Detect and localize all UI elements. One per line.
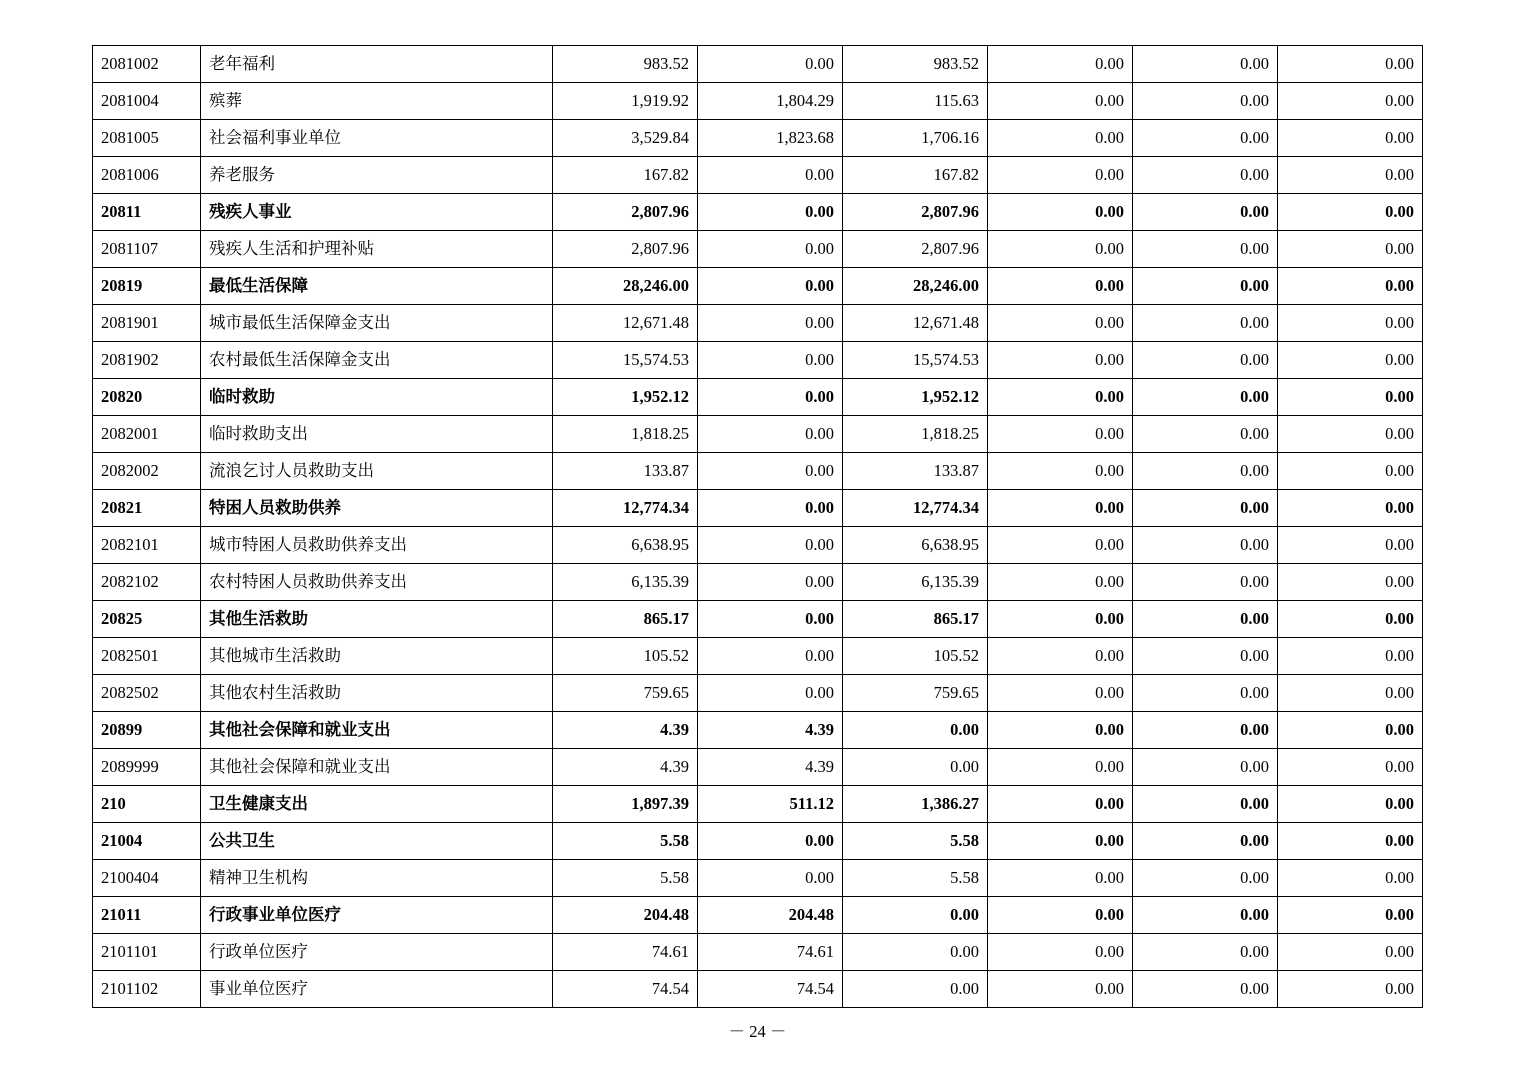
cell-v6: 0.00 <box>1278 453 1423 490</box>
cell-v5: 0.00 <box>1133 268 1278 305</box>
cell-v6: 0.00 <box>1278 971 1423 1008</box>
cell-v5: 0.00 <box>1133 231 1278 268</box>
table-row <box>93 638 1423 675</box>
cell-v2: 0.00 <box>698 527 843 564</box>
cell-v4: 0.00 <box>988 416 1133 453</box>
cell-v2: 4.39 <box>698 749 843 786</box>
cell-v2: 0.00 <box>698 490 843 527</box>
cell-v3: 983.52 <box>843 46 988 83</box>
cell-v5: 0.00 <box>1133 712 1278 749</box>
cell-name: 精神卫生机构 <box>201 860 553 897</box>
cell-v3: 6,638.95 <box>843 527 988 564</box>
cell-v2: 74.54 <box>698 971 843 1008</box>
cell-v2: 0.00 <box>698 194 843 231</box>
cell-code: 2082001 <box>93 416 201 453</box>
cell-v4: 0.00 <box>988 675 1133 712</box>
cell-v6: 0.00 <box>1278 749 1423 786</box>
cell-code: 2081902 <box>93 342 201 379</box>
cell-name: 行政单位医疗 <box>201 934 553 971</box>
cell-v5: 0.00 <box>1133 416 1278 453</box>
cell-code: 2082101 <box>93 527 201 564</box>
cell-v1: 759.65 <box>553 675 698 712</box>
cell-v2: 0.00 <box>698 601 843 638</box>
cell-v4: 0.00 <box>988 453 1133 490</box>
cell-v1: 3,529.84 <box>553 120 698 157</box>
table-row <box>93 675 1423 712</box>
cell-v4: 0.00 <box>988 490 1133 527</box>
cell-v3: 105.52 <box>843 638 988 675</box>
cell-v3: 1,386.27 <box>843 786 988 823</box>
cell-v2: 74.61 <box>698 934 843 971</box>
cell-name: 流浪乞讨人员救助支出 <box>201 453 553 490</box>
cell-v5: 0.00 <box>1133 194 1278 231</box>
cell-code: 20811 <box>93 194 201 231</box>
cell-v1: 133.87 <box>553 453 698 490</box>
cell-v2: 0.00 <box>698 860 843 897</box>
cell-v1: 204.48 <box>553 897 698 934</box>
cell-v4: 0.00 <box>988 786 1133 823</box>
cell-v1: 983.52 <box>553 46 698 83</box>
table-row <box>93 231 1423 268</box>
cell-v5: 0.00 <box>1133 638 1278 675</box>
cell-v1: 167.82 <box>553 157 698 194</box>
cell-v4: 0.00 <box>988 934 1133 971</box>
cell-v6: 0.00 <box>1278 897 1423 934</box>
cell-v2: 0.00 <box>698 416 843 453</box>
cell-v2: 1,804.29 <box>698 83 843 120</box>
cell-v1: 2,807.96 <box>553 231 698 268</box>
cell-v1: 865.17 <box>553 601 698 638</box>
cell-v4: 0.00 <box>988 83 1133 120</box>
cell-v1: 12,671.48 <box>553 305 698 342</box>
cell-code: 2100404 <box>93 860 201 897</box>
cell-code: 2081005 <box>93 120 201 157</box>
cell-code: 210 <box>93 786 201 823</box>
cell-v6: 0.00 <box>1278 194 1423 231</box>
cell-v1: 1,897.39 <box>553 786 698 823</box>
cell-v3: 0.00 <box>843 897 988 934</box>
cell-v4: 0.00 <box>988 601 1133 638</box>
cell-v2: 0.00 <box>698 268 843 305</box>
table-row <box>93 527 1423 564</box>
cell-v5: 0.00 <box>1133 342 1278 379</box>
cell-code: 20899 <box>93 712 201 749</box>
table-row <box>93 46 1423 83</box>
cell-v5: 0.00 <box>1133 157 1278 194</box>
cell-v2: 0.00 <box>698 823 843 860</box>
cell-v3: 1,952.12 <box>843 379 988 416</box>
cell-v1: 74.61 <box>553 934 698 971</box>
cell-code: 20820 <box>93 379 201 416</box>
cell-name: 社会福利事业单位 <box>201 120 553 157</box>
cell-v6: 0.00 <box>1278 416 1423 453</box>
cell-v4: 0.00 <box>988 897 1133 934</box>
cell-name: 卫生健康支出 <box>201 786 553 823</box>
cell-v3: 2,807.96 <box>843 231 988 268</box>
cell-name: 老年福利 <box>201 46 553 83</box>
table-row <box>93 601 1423 638</box>
cell-v1: 74.54 <box>553 971 698 1008</box>
cell-code: 2082501 <box>93 638 201 675</box>
cell-name: 公共卫生 <box>201 823 553 860</box>
cell-v6: 0.00 <box>1278 712 1423 749</box>
cell-v2: 0.00 <box>698 638 843 675</box>
cell-v6: 0.00 <box>1278 268 1423 305</box>
table-row <box>93 416 1423 453</box>
cell-code: 2101102 <box>93 971 201 1008</box>
cell-v5: 0.00 <box>1133 379 1278 416</box>
cell-name: 特困人员救助供养 <box>201 490 553 527</box>
table-row <box>93 194 1423 231</box>
cell-v2: 0.00 <box>698 342 843 379</box>
cell-code: 21004 <box>93 823 201 860</box>
cell-v4: 0.00 <box>988 638 1133 675</box>
cell-v3: 5.58 <box>843 823 988 860</box>
table-row <box>93 786 1423 823</box>
cell-v6: 0.00 <box>1278 934 1423 971</box>
cell-v1: 6,135.39 <box>553 564 698 601</box>
cell-v6: 0.00 <box>1278 675 1423 712</box>
table-row <box>93 860 1423 897</box>
cell-v4: 0.00 <box>988 823 1133 860</box>
cell-v5: 0.00 <box>1133 564 1278 601</box>
cell-v3: 1,706.16 <box>843 120 988 157</box>
cell-code: 2081002 <box>93 46 201 83</box>
cell-name: 其他城市生活救助 <box>201 638 553 675</box>
cell-code: 21011 <box>93 897 201 934</box>
cell-v1: 5.58 <box>553 860 698 897</box>
cell-code: 2101101 <box>93 934 201 971</box>
cell-v3: 0.00 <box>843 971 988 1008</box>
cell-v6: 0.00 <box>1278 305 1423 342</box>
cell-code: 20819 <box>93 268 201 305</box>
cell-v5: 0.00 <box>1133 601 1278 638</box>
cell-v5: 0.00 <box>1133 453 1278 490</box>
cell-name: 其他生活救助 <box>201 601 553 638</box>
cell-v5: 0.00 <box>1133 527 1278 564</box>
table-row <box>93 305 1423 342</box>
cell-v3: 0.00 <box>843 712 988 749</box>
cell-v3: 0.00 <box>843 749 988 786</box>
cell-v6: 0.00 <box>1278 46 1423 83</box>
cell-v6: 0.00 <box>1278 379 1423 416</box>
cell-v4: 0.00 <box>988 712 1133 749</box>
cell-v1: 1,919.92 <box>553 83 698 120</box>
table-row <box>93 934 1423 971</box>
cell-v1: 1,818.25 <box>553 416 698 453</box>
page-number: － 24 － <box>728 1022 787 1041</box>
cell-v4: 0.00 <box>988 46 1133 83</box>
cell-v3: 759.65 <box>843 675 988 712</box>
cell-v6: 0.00 <box>1278 490 1423 527</box>
cell-v5: 0.00 <box>1133 83 1278 120</box>
cell-v3: 0.00 <box>843 934 988 971</box>
cell-v6: 0.00 <box>1278 342 1423 379</box>
cell-v5: 0.00 <box>1133 305 1278 342</box>
cell-v2: 0.00 <box>698 379 843 416</box>
cell-v3: 12,774.34 <box>843 490 988 527</box>
cell-name: 最低生活保障 <box>201 268 553 305</box>
cell-v3: 6,135.39 <box>843 564 988 601</box>
cell-name: 其他农村生活救助 <box>201 675 553 712</box>
cell-v6: 0.00 <box>1278 157 1423 194</box>
cell-name: 临时救助支出 <box>201 416 553 453</box>
cell-v5: 0.00 <box>1133 934 1278 971</box>
cell-v2: 0.00 <box>698 157 843 194</box>
cell-v4: 0.00 <box>988 860 1133 897</box>
cell-v3: 865.17 <box>843 601 988 638</box>
table-row <box>93 120 1423 157</box>
cell-v5: 0.00 <box>1133 786 1278 823</box>
table-row <box>93 379 1423 416</box>
cell-v6: 0.00 <box>1278 83 1423 120</box>
cell-name: 事业单位医疗 <box>201 971 553 1008</box>
cell-v4: 0.00 <box>988 527 1133 564</box>
cell-v5: 0.00 <box>1133 971 1278 1008</box>
cell-v2: 1,823.68 <box>698 120 843 157</box>
cell-v3: 28,246.00 <box>843 268 988 305</box>
cell-v1: 28,246.00 <box>553 268 698 305</box>
cell-code: 2081004 <box>93 83 201 120</box>
cell-name: 养老服务 <box>201 157 553 194</box>
cell-v1: 6,638.95 <box>553 527 698 564</box>
cell-v4: 0.00 <box>988 305 1133 342</box>
cell-v2: 204.48 <box>698 897 843 934</box>
cell-v3: 12,671.48 <box>843 305 988 342</box>
cell-v5: 0.00 <box>1133 749 1278 786</box>
cell-v4: 0.00 <box>988 120 1133 157</box>
cell-name: 殡葬 <box>201 83 553 120</box>
cell-code: 2082002 <box>93 453 201 490</box>
cell-v1: 4.39 <box>553 749 698 786</box>
cell-v1: 15,574.53 <box>553 342 698 379</box>
cell-v2: 0.00 <box>698 46 843 83</box>
cell-v3: 1,818.25 <box>843 416 988 453</box>
cell-v6: 0.00 <box>1278 601 1423 638</box>
cell-code: 2089999 <box>93 749 201 786</box>
cell-v3: 15,574.53 <box>843 342 988 379</box>
cell-name: 其他社会保障和就业支出 <box>201 712 553 749</box>
cell-v5: 0.00 <box>1133 46 1278 83</box>
table-row <box>93 712 1423 749</box>
cell-v6: 0.00 <box>1278 638 1423 675</box>
cell-code: 2081006 <box>93 157 201 194</box>
cell-v3: 133.87 <box>843 453 988 490</box>
cell-v1: 12,774.34 <box>553 490 698 527</box>
cell-name: 残疾人事业 <box>201 194 553 231</box>
cell-v6: 0.00 <box>1278 120 1423 157</box>
cell-v2: 4.39 <box>698 712 843 749</box>
cell-v6: 0.00 <box>1278 231 1423 268</box>
cell-v1: 5.58 <box>553 823 698 860</box>
cell-v5: 0.00 <box>1133 897 1278 934</box>
cell-v1: 105.52 <box>553 638 698 675</box>
cell-v4: 0.00 <box>988 194 1133 231</box>
cell-name: 农村最低生活保障金支出 <box>201 342 553 379</box>
cell-v4: 0.00 <box>988 749 1133 786</box>
cell-v4: 0.00 <box>988 231 1133 268</box>
cell-v2: 511.12 <box>698 786 843 823</box>
cell-v6: 0.00 <box>1278 823 1423 860</box>
cell-v4: 0.00 <box>988 564 1133 601</box>
table-row <box>93 490 1423 527</box>
cell-name: 城市最低生活保障金支出 <box>201 305 553 342</box>
cell-code: 20821 <box>93 490 201 527</box>
cell-v2: 0.00 <box>698 564 843 601</box>
table-row <box>93 749 1423 786</box>
cell-v2: 0.00 <box>698 453 843 490</box>
budget-table-body <box>93 46 1423 1008</box>
cell-code: 2082502 <box>93 675 201 712</box>
cell-v2: 0.00 <box>698 675 843 712</box>
cell-code: 20825 <box>93 601 201 638</box>
cell-v4: 0.00 <box>988 971 1133 1008</box>
cell-v2: 0.00 <box>698 231 843 268</box>
cell-v5: 0.00 <box>1133 823 1278 860</box>
cell-name: 城市特困人员救助供养支出 <box>201 527 553 564</box>
cell-v1: 2,807.96 <box>553 194 698 231</box>
cell-v4: 0.00 <box>988 379 1133 416</box>
table-row <box>93 453 1423 490</box>
cell-v5: 0.00 <box>1133 675 1278 712</box>
cell-name: 行政事业单位医疗 <box>201 897 553 934</box>
budget-table <box>92 45 1423 1008</box>
cell-v6: 0.00 <box>1278 527 1423 564</box>
cell-code: 2082102 <box>93 564 201 601</box>
cell-v4: 0.00 <box>988 157 1133 194</box>
table-row <box>93 564 1423 601</box>
cell-v4: 0.00 <box>988 268 1133 305</box>
cell-v1: 4.39 <box>553 712 698 749</box>
cell-v6: 0.00 <box>1278 786 1423 823</box>
table-row <box>93 268 1423 305</box>
cell-name: 农村特困人员救助供养支出 <box>201 564 553 601</box>
cell-v5: 0.00 <box>1133 120 1278 157</box>
table-row <box>93 157 1423 194</box>
table-row <box>93 823 1423 860</box>
cell-v3: 5.58 <box>843 860 988 897</box>
cell-v3: 167.82 <box>843 157 988 194</box>
table-row <box>93 342 1423 379</box>
cell-code: 2081107 <box>93 231 201 268</box>
table-row <box>93 897 1423 934</box>
cell-v3: 2,807.96 <box>843 194 988 231</box>
cell-v2: 0.00 <box>698 305 843 342</box>
table-row <box>93 971 1423 1008</box>
cell-name: 残疾人生活和护理补贴 <box>201 231 553 268</box>
table-row <box>93 83 1423 120</box>
cell-v6: 0.00 <box>1278 860 1423 897</box>
cell-v6: 0.00 <box>1278 564 1423 601</box>
cell-name: 临时救助 <box>201 379 553 416</box>
cell-v4: 0.00 <box>988 342 1133 379</box>
cell-v5: 0.00 <box>1133 490 1278 527</box>
cell-v3: 115.63 <box>843 83 988 120</box>
cell-v5: 0.00 <box>1133 860 1278 897</box>
cell-v1: 1,952.12 <box>553 379 698 416</box>
cell-code: 2081901 <box>93 305 201 342</box>
cell-name: 其他社会保障和就业支出 <box>201 749 553 786</box>
